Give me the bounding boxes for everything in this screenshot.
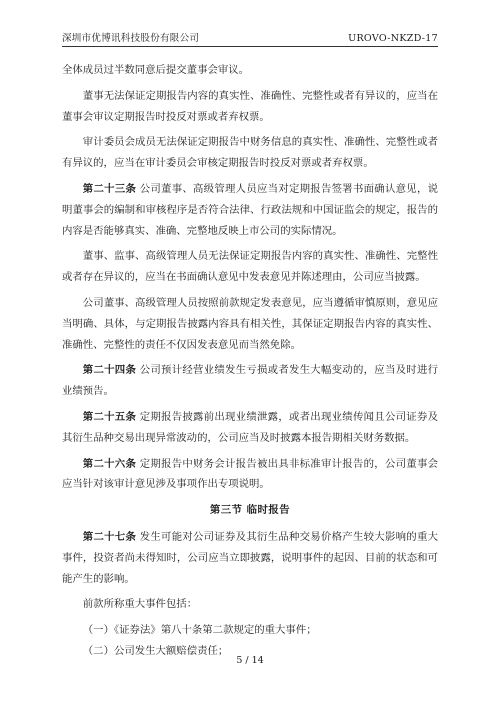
paragraph-text: 全体成员过半数同意后提交董事会审议。 <box>62 64 250 76</box>
paragraph <box>62 246 438 288</box>
list-item: （二）公司发生大额赔偿责任； <box>82 644 229 657</box>
paragraph <box>62 179 438 241</box>
paragraph <box>62 293 438 355</box>
paragraph-text: 审计委员会成员无法保证定期报告中财务信息的真实性、准确性、完整性或者有异议的，应当在审计委员会审核定期报告时投反对票或者弃权票。 <box>62 136 438 170</box>
article-number: 第二十七条 <box>82 530 137 543</box>
paragraph-text: 前款所称重大事件包括： <box>82 598 198 611</box>
list-item: （一）《证券法》第八十条第二款规定的重大事件； <box>82 624 317 637</box>
paragraph-text: 公司董事、高级管理人员应当对定期报告签署书面确认意见，说明董事会的编制和审核程序是否符合法律、行政法规和中国证监会的规定，报告的内容是否能够真实、准确、完整地反映上市公司的实际情况。 <box>62 182 438 237</box>
document-code: UROVO-NKZD-17 <box>348 33 438 44</box>
paragraph-group <box>62 527 438 615</box>
paragraph <box>62 407 438 449</box>
document-body <box>62 60 438 662</box>
page-number: 5 / 14 <box>236 655 264 666</box>
page-header <box>62 28 438 47</box>
paragraph <box>62 527 438 589</box>
paragraph-text: 发生可能对公司证券及其衍生品种交易价格产生较大影响的重大事件，投资者尚未得知时，公司应当立即披露，说明事件的起因、目前的状态和可能产生的影响。 <box>62 530 438 585</box>
paragraph-text: 董事、监事、高级管理人员无法保证定期报告内容的真实性、准确性、完整性或者存在异议的，应当在书面确认意见中发表意见并陈述理由，公司应当披露。 <box>62 250 438 284</box>
paragraph <box>62 594 438 615</box>
paragraph-text: 定期报告披露前出现业绩泄露，或者出现业绩传闻且公司证券及其衍生品种交易出现异常波动的，公司应当及时披露本报告期相关财务数据。 <box>62 410 438 444</box>
article-number: 第二十六条 <box>82 457 137 470</box>
paragraph-text: 公司预计经营业绩发生亏损或者发生大幅变动的，应当及时进行业绩预告。 <box>62 364 438 398</box>
company-name: 深圳市优博讯科技股份有限公司 <box>62 33 200 44</box>
article-number: 第二十四条 <box>82 364 137 377</box>
paragraph <box>62 360 438 402</box>
article-number: 第二十三条 <box>82 182 137 195</box>
paragraph <box>62 454 438 496</box>
paragraph <box>62 60 438 81</box>
article-number: 第二十五条 <box>82 410 137 423</box>
section-title: 第三节 临时报告 <box>209 504 291 517</box>
paragraph-text: 定期报告中财务会计报告被出具非标准审计报告的，公司董事会应当针对该审计意见涉及事项作出专项说明。 <box>62 457 438 491</box>
paragraph-group <box>62 60 438 495</box>
paragraph <box>62 86 438 128</box>
paragraph-text: 董事无法保证定期报告内容的真实性、准确性、完整性或者有异议的，应当在董事会审议定期报告时投反对票或者弃权票。 <box>62 89 438 123</box>
paragraph-text: 公司董事、高级管理人员按照前款规定发表意见，应当遵循审慎原则，意见应当明确、具体，与定期报告披露内容具有相关性，其保证定期报告内容的真实性、准确性、完整性的责任不仅因发表意见而当然免除。 <box>62 296 438 351</box>
paragraph <box>62 132 438 174</box>
